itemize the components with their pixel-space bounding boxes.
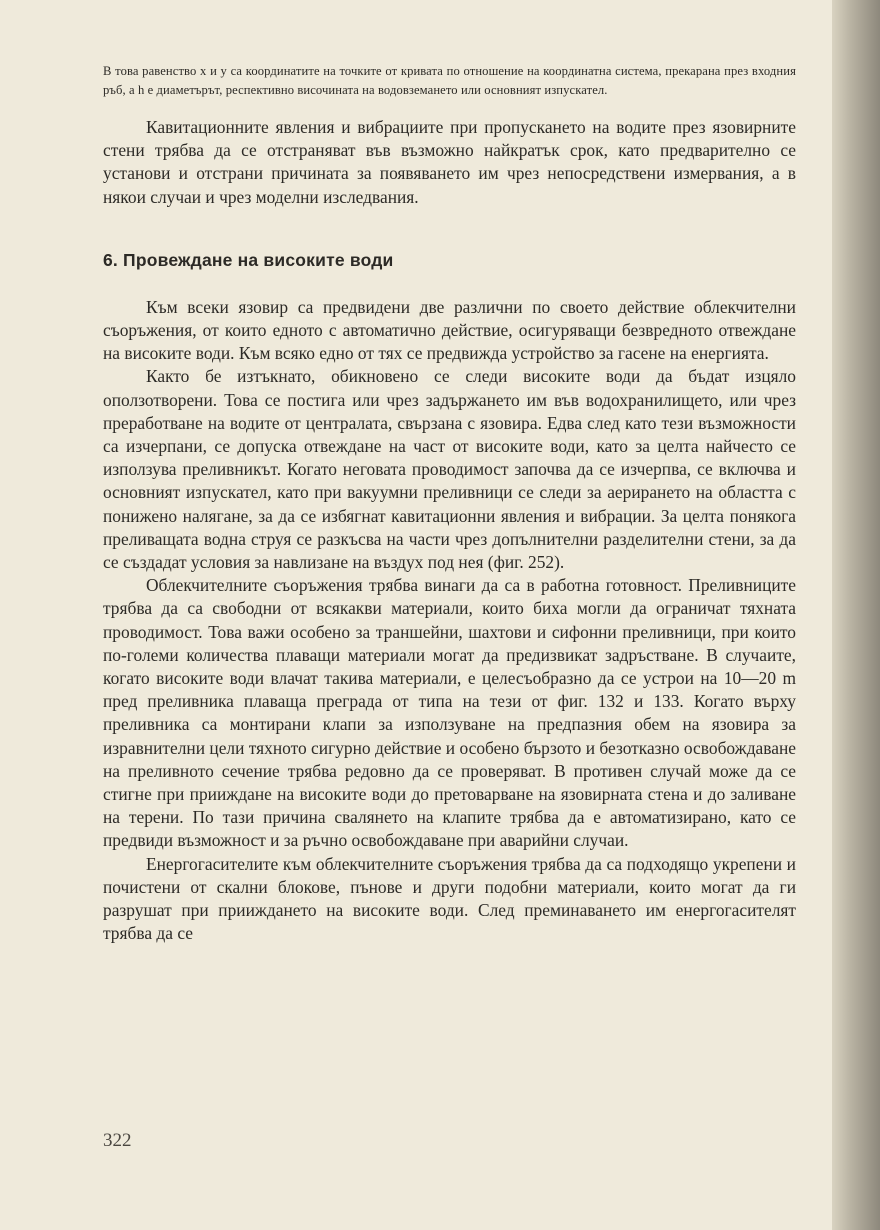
page-content	[103, 62, 796, 946]
section-heading: 6. Провеждане на високите води	[103, 249, 394, 270]
footnote-text: В това равенство x и y са координатите на точките от кривата по отношение на координатна система, прекарана през входния ръб, а h е диаметърът, респективно височината на водовземането или основният изпускател.	[103, 64, 796, 97]
page-number: 322	[103, 1130, 132, 1151]
paragraph-3: Облекчителните съоръжения трябва винаги да са в работна готовност. Преливниците трябва да са свободни от всякакви материали, които биха могли да ограничат тяхната проводимост. Това важи особено за траншейни, шахтови и сифонни преливници, при които по-големи количества плаващи материали могат да предизвикат задръстване. В случаите, когато високите води влачат такива материали, е целесъобразно да се устрои на 10—20 m пред преливника плаваща преграда от типа на тези от фиг. 132 и 133. Когато върху преливника са монтирани клапи за използуване на предпазния обем на язовира за изравнителни цели тяхното сигурно действие и особено бързото и безотказно освобождаване на преливното сечение трябва редовно да се проверяват. В противен случай може да се стигне при приижданe на високите води до претоварване на язовирната стена и до заливане на терени. По тази причина свалянето на клапите трябва да е автоматизирано, като се предвиди възможност и за ръчно освобождаване при аварийни случаи.	[103, 575, 796, 851]
intro-paragraph: Кавитационните явления и вибрациите при пропускането на водите през язовирните стени трябва да се отстраняват във възможно найкратък срок, като предварително се установи и отстрани причината за появяването им чрез непосредствени измервания, а в някои случаи и чрез моделни изследвания.	[103, 117, 796, 207]
paragraph-1: Към всеки язовир са предвидени две различни по своето действие облекчителни съоръжения, от които едното с автоматично действие, осигуряващи безвредното отвеждане на високите води. Към всяко едно от тях се предвижда устройство за гасене на енергията.	[103, 296, 796, 364]
paragraph-2: Както бе изтъкнато, обикновено се следи високите води да бъдат изцяло оползотворени. Това се постига или чрез задържането им във водохранилището, или чрез преработване на водите от централата, свързана с язовира. Едва след като тези възможности са изчерпани, се допуска отвеждане на част от високите води, като за целта найчесто се използува преливникът. Когато неговата проводимост започва да се изчерпва, се включва и основният изпускател, като при вакуумни преливници се следи за аерирането на областта с понижено налягане, за да се избягнат кавитационни явления и вибрации. За целта понякога преливащата водна струя се разкъсва на части чрез допълнителни разделителни стени, за да се създадат условия за навлизане на въздух под нея (фиг. 252).	[103, 366, 796, 573]
page-edge-shadow	[832, 0, 880, 1230]
paragraph-4: Енергогасителите към облекчителните съоръжения трябва да са подходящо укрепени и почистени от скални блокове, пънове и други подобни материали, които могат да ги разрушат при приижданeто на високите води. След преминаването им енергогасителят трябва да се	[103, 853, 796, 944]
